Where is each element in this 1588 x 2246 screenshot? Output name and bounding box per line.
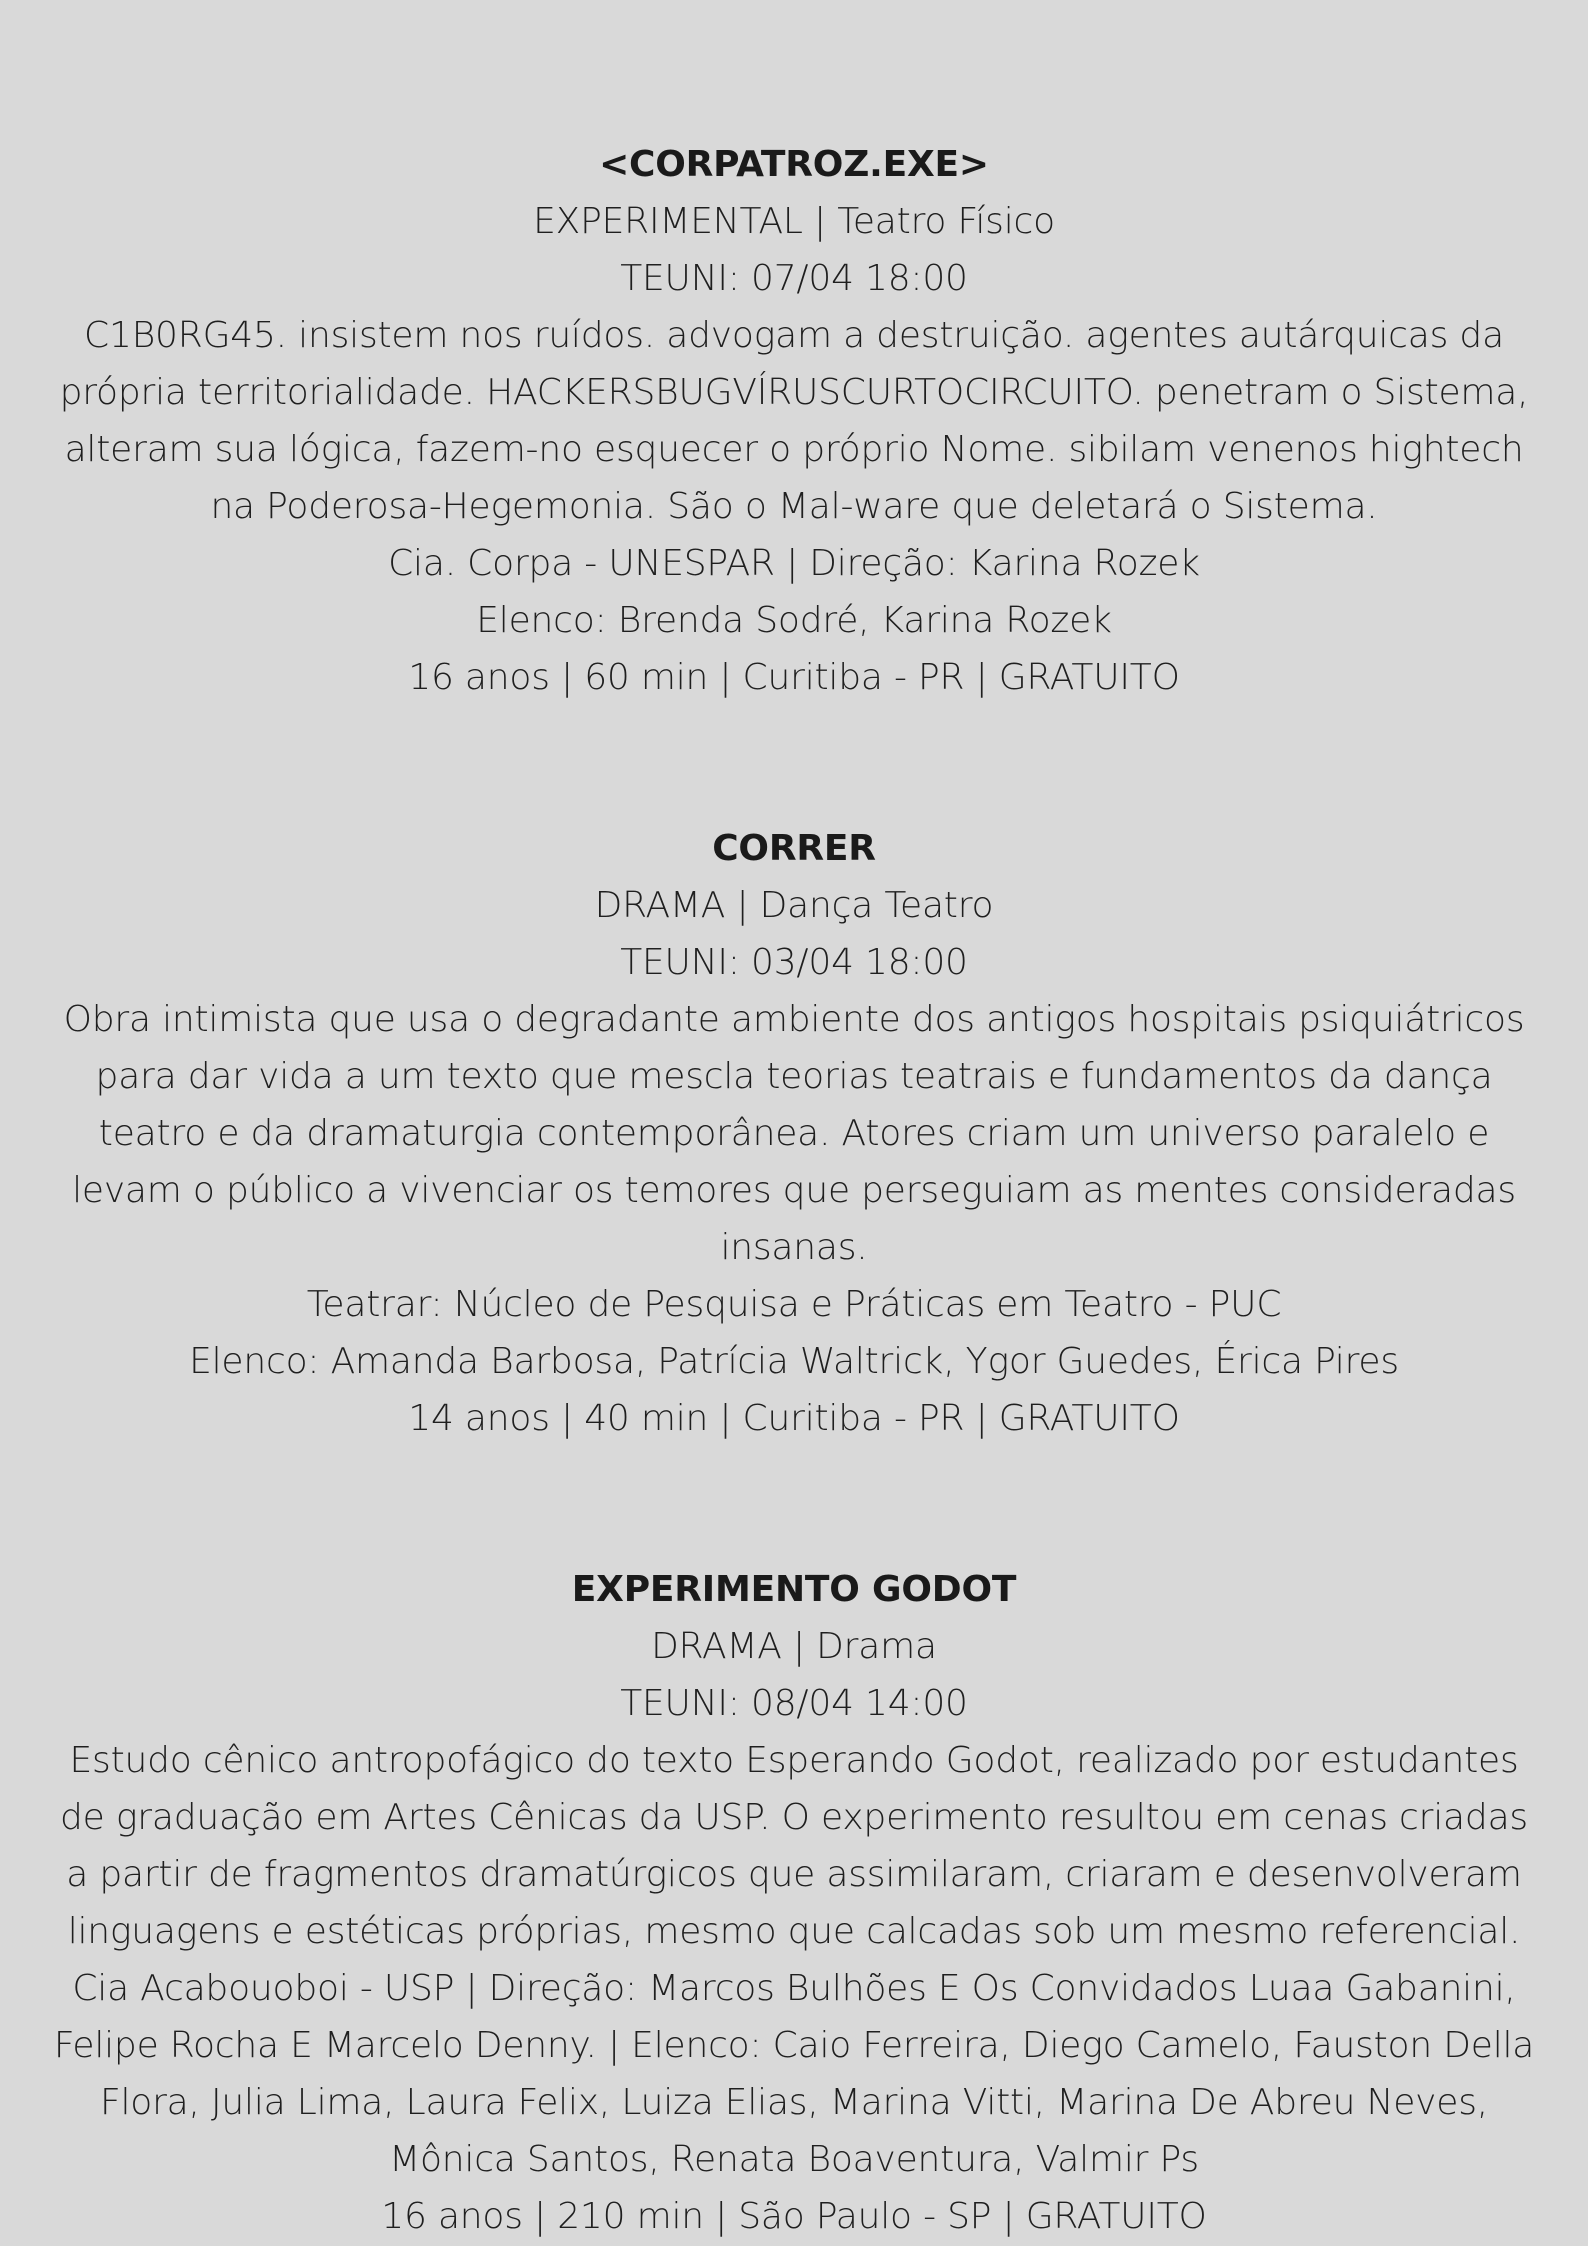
show-info: 16 anos | 210 min | São Paulo - SP | GRATUITO [381, 2196, 1207, 2237]
show-title: CORRER [712, 828, 876, 869]
show-genre: DRAMA | Drama [651, 1626, 937, 1667]
show-company: Cia. Corpa - UNESPAR | Direção: Karina Rozek [388, 543, 1200, 584]
show-info: 14 anos | 40 min | Curitiba - PR | GRATUITO [408, 1398, 1180, 1439]
show-description: C1B0RG45. insistem nos ruídos. advogam a destruição. agentes autárquicas da própria territorialidade. HACKERSBUGVÍRUSCURTOCIRCUITO. penetram o Sistema, alteram sua lógica, fazem-no esquecer o próprio Nome. sibilam venenos hightech na Poderosa-Hegemonia. São o Mal-ware que deletará o Sistema. [59, 315, 1529, 527]
show-genre: DRAMA | Dança Teatro [594, 885, 994, 926]
show-schedule: TEUNI: 07/04 18:00 [620, 258, 968, 299]
show-cast: Elenco: Brenda Sodré, Karina Rozek [476, 600, 1112, 641]
show-genre: EXPERIMENTAL | Teatro Físico [533, 201, 1055, 242]
show-experimento-godot [40, 1561, 1548, 2245]
show-description: Obra intimista que usa o degradante ambiente dos antigos hospitais psiquiátricos para dar vida a um texto que mescla teorias teatrais e fundamentos da dança teatro e da dramaturgia contemporânea. Atores criam um universo paralelo e levam o público a vivenciar os temores que perseguiam as mentes consideradas insanas. [63, 999, 1525, 1268]
show-schedule: TEUNI: 08/04 14:00 [620, 1683, 968, 1724]
show-schedule: TEUNI: 03/04 18:00 [620, 942, 968, 983]
show-info: 16 anos | 60 min | Curitiba - PR | GRATUITO [408, 657, 1180, 698]
show-title: EXPERIMENTO GODOT [571, 1569, 1017, 1610]
show-description: Estudo cênico antropofágico do texto Esperando Godot, realizado por estudantes de graduação em Artes Cênicas da USP. O experimento resultou em cenas criadas a partir de fragmentos dramatúrgicos que assimilaram, criaram e desenvolveram linguagens e estéticas próprias, mesmo que calcadas sob um mesmo referencial. [60, 1740, 1528, 1952]
show-company-cast: Cia Acabouoboi - USP | Direção: Marcos Bulhões E Os Convidados Luaa Gabanini, Felipe Rocha E Marcelo Denny. | Elenco: Caio Ferreira, Diego Camelo, Fauston Della Flora, Julia Lima, Laura Felix, Luiza Elias, Marina Vitti, Marina De Abreu Neves, Mônica Santos, Renata Boaventura, Valmir Ps [53, 1968, 1535, 2180]
show-correr [40, 820, 1548, 1447]
show-corpatroz [40, 136, 1548, 706]
show-title: <CORPATROZ.EXE> [599, 144, 989, 185]
show-cast: Elenco: Amanda Barbosa, Patrícia Waltrick, Ygor Guedes, Érica Pires [189, 1341, 1399, 1382]
show-company: Teatrar: Núcleo de Pesquisa e Práticas em Teatro - PUC [306, 1284, 1282, 1325]
